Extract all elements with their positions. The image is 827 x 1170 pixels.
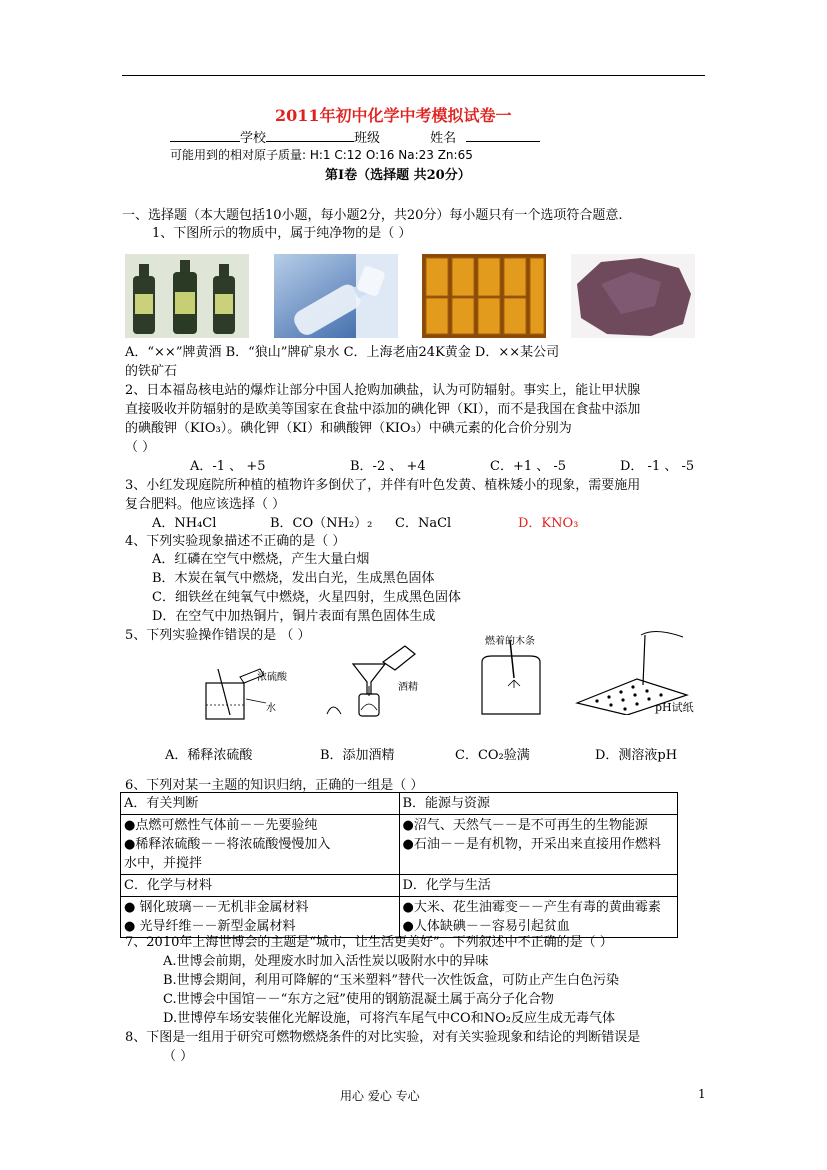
q4-stem: 4、下列实验现象描述不正确的是（ ） bbox=[125, 534, 346, 549]
cell-a-line1: ●点燃可燃性气体前－－先要验纯 bbox=[124, 818, 318, 833]
q3-option-c: C．NaCl bbox=[395, 516, 452, 531]
q5-option-a: A．稀释浓硫酸 bbox=[165, 748, 253, 763]
cell-c-line2: ● 光导纤维－－新型金属材料 bbox=[124, 919, 296, 934]
q3-option-a: A．NH₄Cl bbox=[152, 516, 217, 531]
cell-d-head: D．化学与生活 bbox=[399, 875, 678, 897]
q2-line4: （ ） bbox=[125, 440, 156, 455]
cell-b-head: B．能源与资源 bbox=[399, 793, 678, 815]
water-label: 水 bbox=[266, 703, 276, 714]
q1-stem: 1、下图所示的物质中，属于纯净物的是（ ） bbox=[152, 226, 412, 241]
cell-a-body bbox=[121, 815, 400, 875]
q1-options: A．“××”牌黄酒 B．“狼山”牌矿泉水 C．上海老庙24K黄金 D．××某公司 bbox=[125, 345, 560, 360]
q3-line1: 3、小红发现庭院所种植的植物许多倒伏了，并伴有叶色发黄、植株矮小的现象，需要施用 bbox=[125, 478, 641, 493]
cell-a-head: A．有关判断 bbox=[121, 793, 400, 815]
q5-option-d: D．测溶液pH bbox=[595, 748, 678, 763]
knowledge-table bbox=[120, 792, 678, 938]
cell-a-line3: 水中，并搅拌 bbox=[124, 856, 203, 871]
cell-a-line2: ●稀释浓硫酸－－将浓硫酸慢慢加入 bbox=[124, 837, 331, 852]
q2-option-a: A．-1 、 +5 bbox=[190, 459, 266, 474]
q2-line3: 的碘酸钾（KIO₃）。碘化钾（KI）和碘酸钾（KIO₃）中碘元素的化合价分别为 bbox=[125, 421, 572, 436]
alcohol-lamp-icon bbox=[359, 694, 379, 716]
q3-option-d: D．KNO₃ bbox=[518, 516, 579, 531]
ph-paper-label: pH试纸 bbox=[655, 701, 694, 714]
co2-test-figure bbox=[470, 640, 560, 720]
iron-ore-image bbox=[571, 254, 695, 338]
yellow-wine-bottles-image bbox=[125, 254, 249, 338]
cell-b-body bbox=[399, 815, 678, 875]
q4-option-c: C．细铁丝在纯氧气中燃烧，火星四射，生成黑色固体 bbox=[152, 590, 461, 605]
q4-option-a: A．红磷在空气中燃烧，产生大量白烟 bbox=[152, 552, 370, 567]
gold-bars-image bbox=[422, 254, 546, 338]
dropper-rod-icon bbox=[643, 635, 645, 685]
q3-option-b: B．CO（NH₂）₂ bbox=[270, 516, 373, 531]
acid-label: 浓硫酸 bbox=[257, 672, 287, 683]
gas-bottle-icon bbox=[482, 656, 540, 714]
school-blank[interactable] bbox=[170, 128, 240, 142]
q6-stem: 6、下列对某一主题的知识归纳，正确的一组是（ ） bbox=[125, 778, 424, 793]
cell-d-line2: ●人体缺碘－－容易引起贫血 bbox=[402, 919, 570, 934]
q2-option-b: B．-2 、 +4 bbox=[350, 459, 426, 474]
q2-line2: 直接吸收并防辐射的是欧美等国家在食盐中添加的碘化钾（KI），而不是我国在食盐中添加 bbox=[125, 402, 641, 417]
q5-option-c: C．CO₂验满 bbox=[455, 748, 530, 763]
top-rule bbox=[122, 75, 705, 76]
q3-line2: 复合肥料。他应该选择（ ） bbox=[125, 497, 286, 512]
page-number: 1 bbox=[698, 1087, 706, 1101]
q7-option-c: C.世博会中国馆－－“东方之冠”使用的钢筋混凝土属于高分子化合物 bbox=[163, 992, 554, 1007]
atomic-masses: 可能用到的相对原子质量: H:1 C:12 O:16 Na:23 Zn:65 bbox=[170, 148, 473, 162]
q7-stem: 7、2010年上海世博会的主题是“城市，让生活更美好”。下列叙述中不正确的是（ ） bbox=[125, 935, 613, 950]
q4-option-b: B．木炭在氧气中燃烧，发出白光，生成黑色固体 bbox=[152, 571, 435, 586]
cell-b-line1: ●沼气、天然气－－是不可再生的生物能源 bbox=[402, 818, 648, 833]
class-label: 班级 bbox=[354, 131, 381, 146]
q5-stem: 5、下列实验操作错误的是 （ ） bbox=[125, 628, 311, 643]
q8-line2: （ ） bbox=[163, 1049, 194, 1064]
q7-option-b: B.世博会期间，利用可降解的“玉米塑料”替代一次性饭盒，可防止产生白色污染 bbox=[163, 973, 619, 988]
mineral-water-image bbox=[274, 254, 398, 338]
class-blank[interactable] bbox=[266, 128, 354, 142]
q8-line1: 8、下图是一组用于研究可燃物燃烧条件的对比实验，对有关实验现象和结论的判断错误是 bbox=[125, 1030, 641, 1045]
cell-b-line2: ●石油－－是有机物，开采出来直接用作燃料 bbox=[402, 837, 661, 852]
q5-option-b: B．添加酒精 bbox=[320, 748, 395, 763]
q7-option-d: D.世博停车场安装催化光解设施，可将汽车尾气中CO和NO₂反应生成无毒气体 bbox=[163, 1011, 615, 1026]
cell-c-line1: ● 钢化玻璃－－无机非金属材料 bbox=[124, 900, 309, 915]
cell-d-line1: ●大米、花生油霉变－－产生有毒的黄曲霉素 bbox=[402, 900, 661, 915]
stick-label: 燃着的木条 bbox=[485, 636, 535, 647]
q2-option-c: C．+1 、 -5 bbox=[490, 459, 567, 474]
q1-options-cont: 的铁矿石 bbox=[125, 364, 178, 379]
name-blank[interactable] bbox=[466, 128, 540, 142]
q7-option-a: A.世博会前期，处理废水时加入活性炭以吸附水中的异味 bbox=[163, 954, 489, 969]
q4-option-d: D．在空气中加热铜片，铜片表面有黑色固体生成 bbox=[152, 609, 436, 624]
footer-motto: 用心 爱心 专心 bbox=[340, 1089, 420, 1103]
beaker-icon bbox=[206, 683, 244, 719]
school-label: 学校 bbox=[240, 131, 267, 146]
glass-rod-icon bbox=[218, 669, 230, 715]
page-title: 2011年初中化学中考模拟试卷一 bbox=[275, 106, 512, 125]
q2-option-d: D． -1 、 -5 bbox=[620, 459, 695, 474]
cell-c-head: C．化学与材料 bbox=[121, 875, 400, 897]
alcohol-label: 酒精 bbox=[398, 682, 418, 693]
section-title: 第Ⅰ卷（选择题 共20分） bbox=[325, 168, 471, 183]
section-intro: 一、选择题（本大题包括10小题，每小题2分，共20分）每小题只有一个选项符合题意. bbox=[122, 208, 623, 223]
q2-line1: 2、日本福岛核电站的爆炸让部分中国人抢购加碘盐，认为可防辐射。事实上，能让甲状腺 bbox=[125, 383, 641, 398]
name-label: 姓名 bbox=[430, 131, 457, 146]
gold-bar-icon bbox=[426, 258, 544, 334]
student-info-line bbox=[170, 127, 540, 146]
